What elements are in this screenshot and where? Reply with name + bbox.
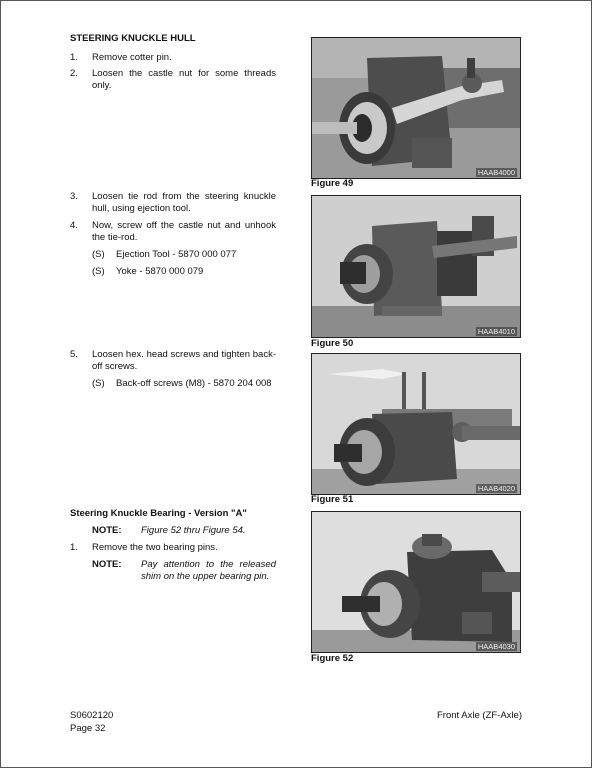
tool-text: Yoke - 5870 000 079 [116, 266, 204, 277]
step-5 [70, 349, 276, 373]
note-1 [92, 525, 246, 537]
footer-doc-number: S0602120 [70, 710, 114, 721]
step-4 [70, 220, 276, 244]
figure-49-illustration [312, 38, 520, 178]
step-text: Loosen hex. head screws and tighten back-off screws. [92, 349, 276, 372]
footer-page-number: Page 32 [70, 723, 106, 734]
section-title-knuckle-bearing: Steering Knuckle Bearing - Version "A" [70, 508, 247, 519]
tool-ejection [92, 249, 282, 261]
figure-code: HAAB4000 [477, 168, 515, 177]
step-number: 3. [70, 191, 78, 202]
figure-51-photo [311, 353, 521, 495]
tool-tag: (S) [92, 266, 105, 277]
step-2 [70, 68, 276, 92]
step-1 [70, 52, 276, 64]
figure-50-photo [311, 195, 521, 338]
figure-52-photo [311, 511, 521, 653]
step-number: 5. [70, 349, 78, 360]
figure-51-caption: Figure 51 [311, 494, 354, 505]
figure-50-caption: Figure 50 [311, 338, 354, 349]
step-number: 1. [70, 542, 78, 553]
figure-52-illustration [312, 512, 520, 652]
tool-text: Ejection Tool - 5870 000 077 [116, 249, 237, 260]
figure-52-caption: Figure 52 [311, 653, 354, 664]
figure-code: HAAB4010 [477, 327, 515, 336]
step-number: 1. [70, 52, 78, 63]
step-text: Remove cotter pin. [92, 52, 172, 63]
step-number: 2. [70, 68, 78, 79]
tool-back-off-screws [92, 378, 282, 390]
bearing-step-1 [70, 542, 276, 554]
note-2 [92, 559, 276, 585]
step-number: 4. [70, 220, 78, 231]
step-text: Remove the two bearing pins. [92, 542, 218, 553]
figure-code: HAAB4020 [477, 484, 515, 493]
note-label: NOTE: [92, 525, 122, 536]
tool-tag: (S) [92, 249, 105, 260]
figure-code: HAAB4030 [477, 642, 515, 651]
note-text: Pay attention to the released shim on the upper bearing pin. [141, 559, 276, 582]
figure-51-illustration [312, 354, 520, 494]
step-text: Loosen the castle nut for some threads only. [92, 68, 276, 91]
step-text: Loosen tie rod from the steering knuckle hull, using ejection tool. [92, 191, 276, 214]
tool-text: Back-off screws (M8) - 5870 204 008 [116, 378, 272, 389]
figure-49-photo [311, 37, 521, 179]
step-3 [70, 191, 276, 215]
figure-50-illustration [312, 196, 520, 337]
figure-49-caption: Figure 49 [311, 178, 354, 189]
note-text: Figure 52 thru Figure 54. [141, 525, 246, 536]
section-title-steering-knuckle-hull: STEERING KNUCKLE HULL [70, 33, 196, 44]
footer-section-title: Front Axle (ZF-Axle) [437, 710, 522, 721]
tool-tag: (S) [92, 378, 105, 389]
step-text: Now, screw off the castle nut and unhook the tie-rod. [92, 220, 276, 243]
note-label: NOTE: [92, 559, 122, 570]
tool-yoke [92, 266, 282, 278]
